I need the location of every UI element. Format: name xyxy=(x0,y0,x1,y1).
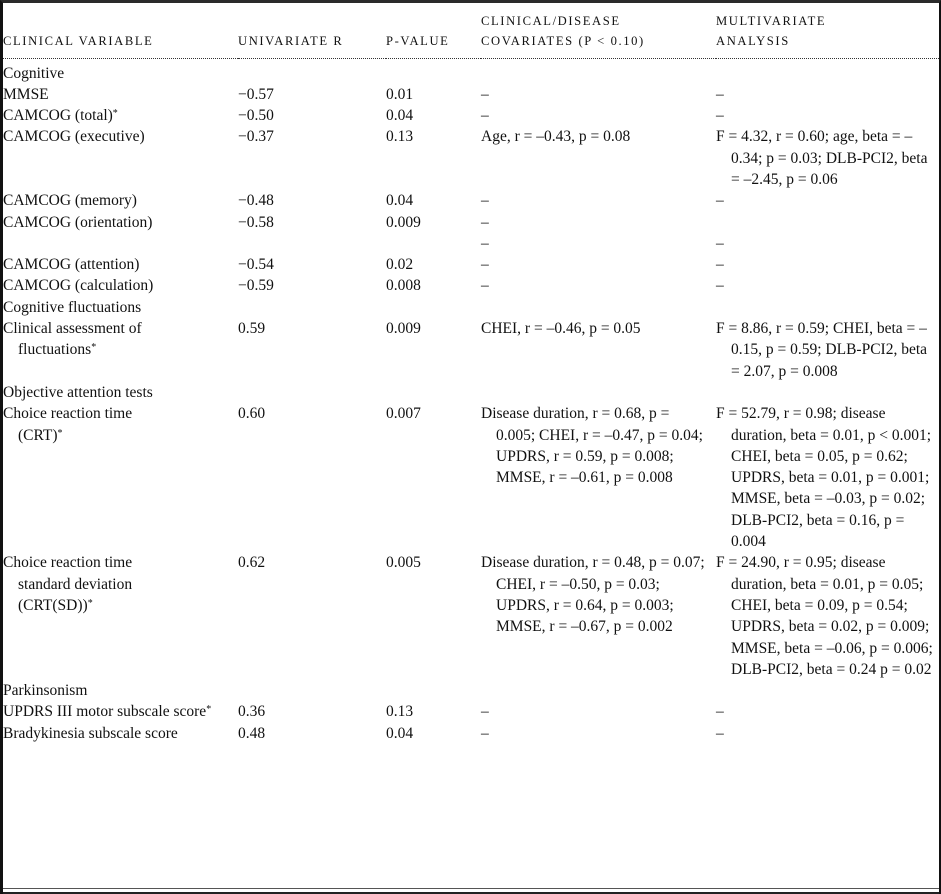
cell-variable: CAMCOG (attention) xyxy=(3,256,140,274)
bottom-double-rule xyxy=(3,888,939,894)
cell-p: 0.005 xyxy=(386,554,421,572)
cell-variable xyxy=(3,233,238,254)
cell-multivariate: F = 24.90, r = 0.95; disease duration, beta = 0.01, p = 0.05; CHEI, beta = 0.09, p = 0.54; UPDRS, beta = 0.02, p = 0.009; MMSE, beta = –0.06, p = 0.006; DLB-PCI2, beta = 0.24 p = 0.02 xyxy=(716,554,933,678)
cell-p: 0.008 xyxy=(386,277,421,295)
header-row xyxy=(3,3,939,58)
section-label: Cognitive fluctuations xyxy=(3,298,142,316)
cell-variable: UPDRS III motor subscale score* xyxy=(3,703,212,721)
table-row xyxy=(3,723,939,744)
cell-p: 0.04 xyxy=(386,724,414,742)
cell-multivariate: F = 4.32, r = 0.60; age, beta = –0.34; p = 0.03; DLB-PCI2, beta = –2.45, p = 0.06 xyxy=(716,128,928,188)
cell-variable: CAMCOG (orientation) xyxy=(3,213,153,231)
cell-variable: Choice reaction time (CRT)* xyxy=(3,405,133,444)
cell-covariates: – xyxy=(481,256,489,274)
cell-variable: Clinical assessment of fluctuations* xyxy=(3,320,142,359)
header-p-value: P-VALUE xyxy=(386,3,481,58)
cell-covariates: Age, r = –0.43, p = 0.08 xyxy=(481,128,631,146)
cell-multivariate: – xyxy=(716,277,724,295)
cell-r: −0.50 xyxy=(238,107,274,125)
cell-variable: CAMCOG (calculation) xyxy=(3,277,154,295)
cell-r: −0.58 xyxy=(238,213,274,231)
cell-r xyxy=(238,233,386,254)
cell-covariates: – xyxy=(481,234,489,252)
cell-p: 0.04 xyxy=(386,192,414,210)
table-row xyxy=(3,403,939,552)
cell-covariates: – xyxy=(481,277,489,295)
cell-r: 0.60 xyxy=(238,405,266,423)
cell-p: 0.01 xyxy=(386,85,414,103)
table-row xyxy=(3,552,939,680)
cell-variable: CAMCOG (executive) xyxy=(3,128,145,146)
cell-multivariate xyxy=(716,212,939,233)
section-row-parkinsonism xyxy=(3,680,939,701)
cell-covariates: Disease duration, r = 0.48, p = 0.07; CHEI, r = –0.50, p = 0.03; UPDRS, r = 0.64, p = 0.003; MMSE, r = –0.67, p = 0.002 xyxy=(481,554,705,636)
cell-p: 0.009 xyxy=(386,213,421,231)
section-label: Objective attention tests xyxy=(3,383,153,401)
cell-r: −0.54 xyxy=(238,256,274,274)
cell-r: 0.62 xyxy=(238,554,266,572)
table-row xyxy=(3,105,939,126)
cell-variable: CAMCOG (memory) xyxy=(3,192,137,210)
cell-covariates: Disease duration, r = 0.68, p = 0.005; CHEI, r = –0.47, p = 0.04; UPDRS, r = 0.59, p = 0.008; MMSE, r = –0.61, p = 0.008 xyxy=(481,405,703,487)
table-row xyxy=(3,190,939,211)
cell-multivariate: – xyxy=(716,256,724,274)
cell-variable: MMSE xyxy=(3,85,49,103)
cell-p: 0.007 xyxy=(386,405,421,423)
header-univariate-r: UNIVARIATE R xyxy=(238,3,386,58)
table-row xyxy=(3,212,939,233)
cell-p: 0.13 xyxy=(386,703,414,721)
table-row xyxy=(3,318,939,382)
cell-variable: Bradykinesia subscale score xyxy=(3,724,178,742)
cell-covariates: – xyxy=(481,192,489,210)
cell-covariates: – xyxy=(481,85,489,103)
cell-multivariate: F = 52.79, r = 0.98; disease duration, beta = 0.01, p < 0.001; CHEI, beta = 0.05, p = 0.62; UPDRS, beta = 0.01, p = 0.001; MMSE, beta = –0.03, p = 0.02; DLB-PCI2, beta = 0.16, p = 0.004 xyxy=(716,405,932,551)
table-row xyxy=(3,254,939,275)
cell-p: 0.13 xyxy=(386,128,414,146)
section-row-cognitive-fluctuations xyxy=(3,297,939,318)
header-clinical-variable: CLINICAL VARIABLE xyxy=(3,3,238,58)
cell-covariates: – xyxy=(481,703,489,721)
table-row xyxy=(3,126,939,190)
cell-variable: CAMCOG (total)* xyxy=(3,107,118,125)
section-label: Parkinsonism xyxy=(3,682,88,700)
cell-r: 0.59 xyxy=(238,320,266,338)
cell-multivariate: – xyxy=(716,703,724,721)
cell-covariates: – xyxy=(481,724,489,742)
cell-p xyxy=(386,233,481,254)
cell-r: 0.48 xyxy=(238,724,266,742)
cell-r: −0.59 xyxy=(238,277,274,295)
cell-multivariate: F = 8.86, r = 0.59; CHEI, beta = –0.15, p = 0.59; DLB-PCI2, beta = 2.07, p = 0.008 xyxy=(716,320,928,380)
section-row-objective-attention-tests xyxy=(3,382,939,403)
cell-covariates: CHEI, r = –0.46, p = 0.05 xyxy=(481,320,641,338)
cell-p: 0.009 xyxy=(386,320,421,338)
table-row xyxy=(3,233,939,254)
cell-multivariate: – xyxy=(716,724,724,742)
cell-p: 0.04 xyxy=(386,107,414,125)
header-multivariate: MULTIVARIATE ANALYSIS xyxy=(716,3,939,58)
cell-r: −0.48 xyxy=(238,192,274,210)
table-row xyxy=(3,275,939,296)
cell-multivariate: – xyxy=(716,234,724,252)
header-covariates: CLINICAL/DISEASE COVARIATES (P < 0.10) xyxy=(481,3,716,58)
correlation-table xyxy=(3,3,939,744)
section-row-cognitive xyxy=(3,58,939,84)
cell-r: −0.57 xyxy=(238,85,274,103)
cell-covariates: – xyxy=(481,213,489,231)
table-row xyxy=(3,84,939,105)
cell-multivariate: – xyxy=(716,85,724,103)
cell-multivariate: – xyxy=(716,192,724,210)
cell-covariates: – xyxy=(481,107,489,125)
cell-r: 0.36 xyxy=(238,703,266,721)
cell-variable: Choice reaction time standard deviation (CRT(SD))* xyxy=(3,554,133,614)
table-row xyxy=(3,701,939,722)
cell-p: 0.02 xyxy=(386,256,414,274)
cell-multivariate: – xyxy=(716,107,724,125)
section-label: Cognitive xyxy=(3,64,65,82)
cell-r: −0.37 xyxy=(238,128,274,146)
